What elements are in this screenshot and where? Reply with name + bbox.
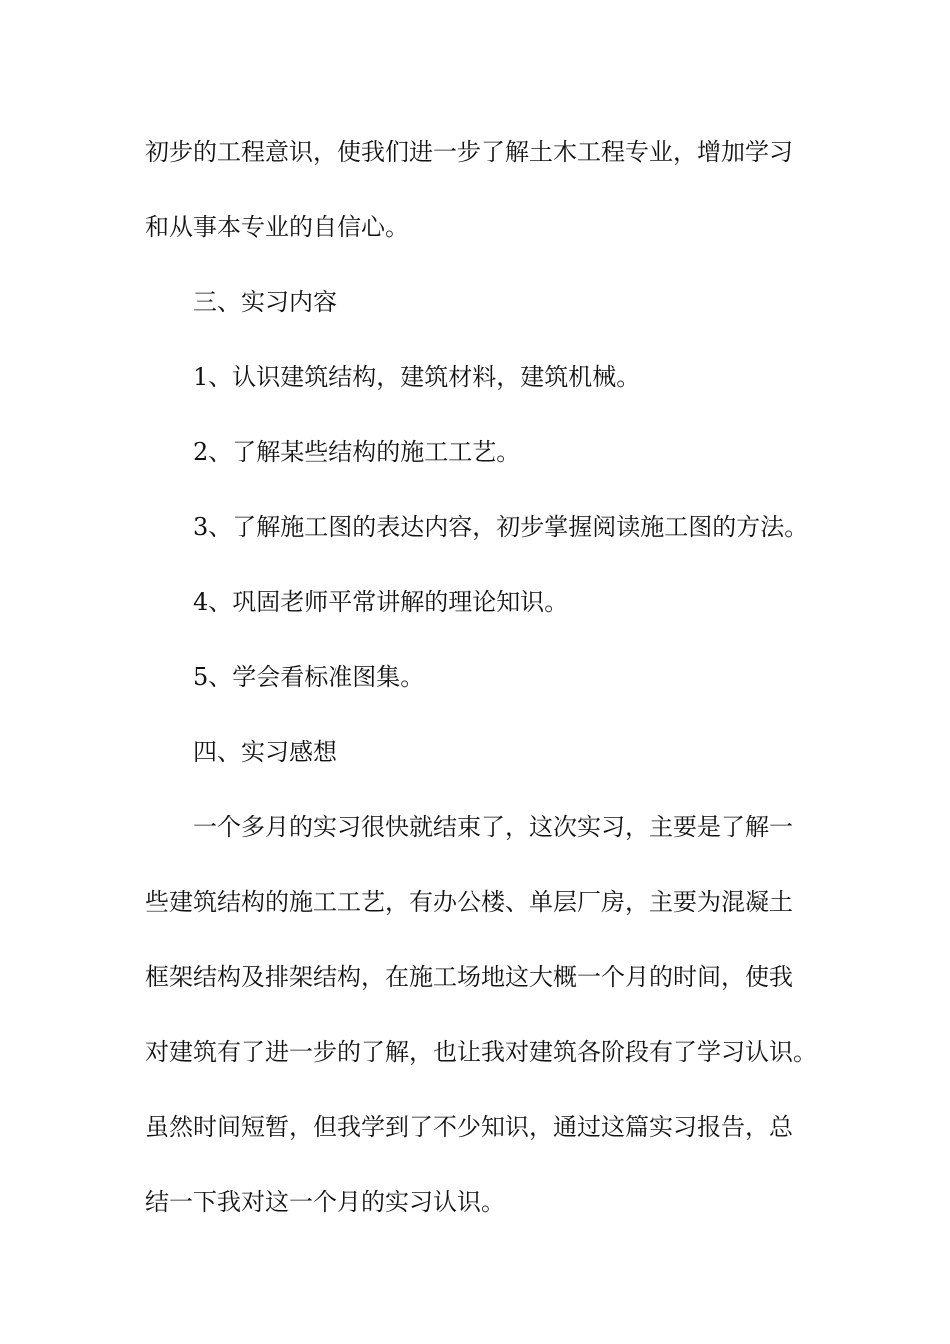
- paragraph-line: 对建筑有了进一步的了解，也让我对建筑各阶段有了学习认识。: [145, 1038, 817, 1066]
- paragraph-line: 和从事本专业的自信心。: [145, 213, 409, 241]
- section-heading: 四、实习感想: [193, 738, 337, 766]
- list-item: 5、学会看标准图集。: [193, 663, 425, 691]
- section-heading: 三、实习内容: [193, 288, 337, 316]
- list-item: 2、了解某些结构的施工工艺。: [193, 438, 521, 466]
- list-item: 3、了解施工图的表达内容，初步掌握阅读施工图的方法。: [193, 513, 809, 541]
- paragraph-line: 些建筑结构的施工工艺，有办公楼、单层厂房，主要为混凝土: [145, 888, 793, 916]
- paragraph-line: 一个多月的实习很快就结束了，这次实习，主要是了解一: [193, 813, 793, 841]
- paragraph-line: 虽然时间短暂，但我学到了不少知识，通过这篇实习报告，总: [145, 1113, 793, 1141]
- paragraph-line: 结一下我对这一个月的实习认识。: [145, 1188, 505, 1216]
- paragraph-line: 初步的工程意识，使我们进一步了解土木工程专业，增加学习: [145, 138, 793, 166]
- list-item: 1、认识建筑结构，建筑材料，建筑机械。: [193, 363, 641, 391]
- list-item: 4、巩固老师平常讲解的理论知识。: [193, 588, 569, 616]
- paragraph-line: 框架结构及排架结构，在施工场地这大概一个月的时间，使我: [145, 963, 793, 991]
